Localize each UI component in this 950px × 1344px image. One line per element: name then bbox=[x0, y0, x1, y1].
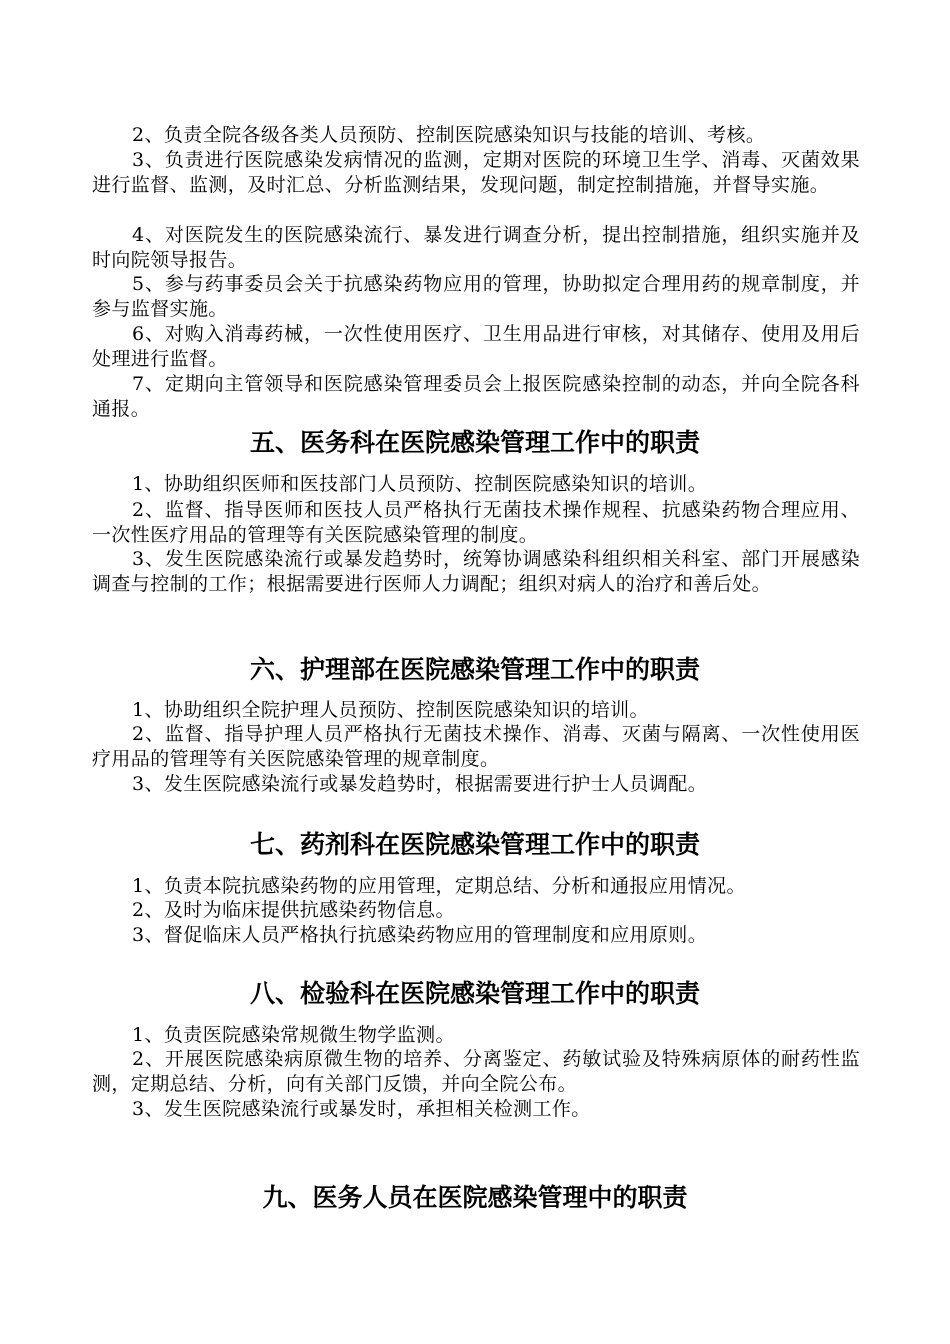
section6-item-1: 1、协助组织全院护理人员预防、控制医院感染知识的培训。 bbox=[132, 699, 649, 721]
section7-item-2: 2、及时为临床提供抗感染药物信息。 bbox=[132, 899, 455, 921]
section7-title: 七、药剂科在医院感染管理工作中的职责 bbox=[249, 830, 700, 859]
section5-item-2: 2、监督、指导医师和医技人员严格执行无菌技术操作规程、抗感染药物合理应用、一次性医疗用品的管理等有关医院感染管理的制度。 bbox=[92, 499, 860, 546]
section5-title: 五、医务科在医院感染管理工作中的职责 bbox=[249, 428, 700, 457]
section4-item-3: 3、负责进行医院感染发病情况的监测，定期对医院的环境卫生学、消毒、灭菌效果进行监督、监测，及时汇总、分析监测结果，发现问题，制定控制措施，并督导实施。 bbox=[92, 149, 860, 196]
section8-item-1: 1、负责医院感染常规微生物学监测。 bbox=[132, 1024, 455, 1046]
section7-item-3: 3、督促临床人员严格执行抗感染药物应用的管理制度和应用原则。 bbox=[132, 924, 708, 946]
section8-item-3: 3、发生医院感染流行或暴发时，承担相关检测工作。 bbox=[132, 1098, 591, 1120]
section6-title: 六、护理部在医院感染管理工作中的职责 bbox=[249, 655, 700, 684]
section9-title: 九、医务人员在医院感染管理中的职责 bbox=[262, 1183, 688, 1212]
section6-item-3: 3、发生医院感染流行或暴发趋势时，根据需要进行护士人员调配。 bbox=[132, 773, 708, 795]
section4-item-5: 5、参与药事委员会关于抗感染药物应用的管理，协助拟定合理用药的规章制度，并参与监督实施。 bbox=[92, 273, 860, 320]
section5-item-3: 3、发生医院感染流行或暴发趋势时，统筹协调感染科组织相关科室、部门开展感染调查与控制的工作；根据需要进行医师人力调配；组织对病人的治疗和善后处。 bbox=[92, 548, 860, 595]
section6-item-2: 2、监督、指导护理人员严格执行无菌技术操作、消毒、灭菌与隔离、一次性使用医疗用品的管理等有关医院感染管理的规章制度。 bbox=[92, 723, 860, 770]
section7-item-1: 1、负责本院抗感染药物的应用管理，定期总结、分析和通报应用情况。 bbox=[132, 875, 746, 897]
section8-item-2: 2、开展医院感染病原微生物的培养、分离鉴定、药敏试验及特殊病原体的耐药性监测，定期总结、分析，向有关部门反馈，并向全院公布。 bbox=[92, 1048, 860, 1095]
section5-item-1: 1、协助组织医师和医技部门人员预防、控制医院感染知识的培训。 bbox=[132, 473, 708, 495]
section4-item-4: 4、对医院发生的医院感染流行、暴发进行调查分析，提出控制措施，组织实施并及时向院领导报告。 bbox=[92, 224, 860, 271]
section4-item-7: 7、定期向主管领导和医院感染管理委员会上报医院感染控制的动态，并向全院各科通报。 bbox=[92, 373, 860, 420]
section4-item-2: 2、负责全院各级各类人员预防、控制医院感染知识与技能的培训、考核。 bbox=[132, 124, 766, 146]
section4-item-6: 6、对购入消毒药械，一次性使用医疗、卫生用品进行审核，对其储存、使用及用后处理进行监督。 bbox=[92, 323, 860, 370]
section8-title: 八、检验科在医院感染管理工作中的职责 bbox=[249, 979, 700, 1008]
